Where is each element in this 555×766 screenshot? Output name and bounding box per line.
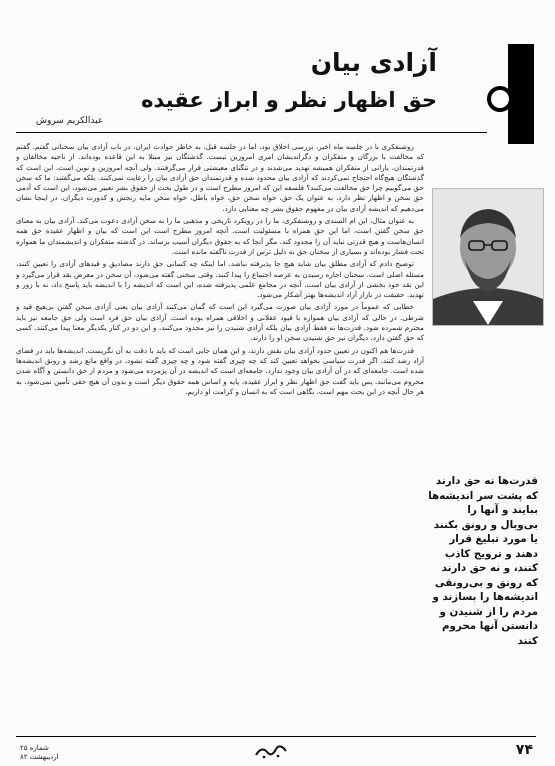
article-subtitle: حق اظهار نظر و ابراز عقیده bbox=[141, 88, 437, 112]
issue-number: شماره ۲۵ bbox=[20, 744, 49, 752]
section-marker-circle bbox=[487, 86, 513, 112]
body-paragraph: به عنوان مثال، ابن ام السندی و روشنفکری، ما را در رویکرد تاریخی و مذهبی ما را به سخن آزادی دعوت می‌کند. آزادی بیان به معنای حق سخن گفتن است، اما این حق همراه با مسئولیت است. آنچه امروز مطرح است این است که بیان و اظهار عقیده حق همه انسان‌هاست و هیچ قدرتی نباید آن را محدود کند، مگر آنجا که به حقوق دیگران آسیب برساند. در گذشته متفکران و اندیشمندان ما همواره تحت فشار بوده‌اند و بسیاری از سخنان حق به دلیل ترس از قدرت ناگفته مانده است. bbox=[16, 216, 424, 256]
header-rule bbox=[16, 132, 487, 133]
footer-rule bbox=[16, 736, 536, 737]
magazine-logo-icon bbox=[252, 743, 290, 759]
body-paragraph: قدرت‌ها هم اکنون در تعیین حدود آزادی بیان نقش دارند، و این همان جایی است که باید با دقت به آن نگریست. اندیشه‌ها باید در فضای آزاد رشد کنند. اگر قدرت سیاسی بخواهد تعیین کند که چه چیزی گفته شود و چه چیزی گفته نشود، در واقع مانع رشد و رونق اندیشه‌ها شده است. جامعه‌ای که در آن آزادی بیان وجود ندارد، جامعه‌ای است که اندیشه در آن پژمرده می‌شود و مردم از حق دانستن و آگاه شدن محروم می‌مانند. پس باید گفت حق اظهار نظر و ابراز عقیده، پایه و اساس همه حقوق دیگر است و بدون آن هیچ حقی تأمین نمی‌شود. به هر حال آنچه در این بحث مهم است، نگاهی است که به انسان و کرامت او داریم. bbox=[16, 345, 424, 396]
article-title: آزادی بیان bbox=[310, 48, 437, 77]
page-number: ۷۴ bbox=[515, 742, 533, 758]
body-paragraph: توضیح دادم که آزادی مطلق بیان شاید هیچ جا پذیرفته نباشد. اما اینکه چه کسانی حق دارند مصادیق و قیدهای آزادی را تعیین کنند، مسئله اصلی است. سخنان اجازه رسیدن به عرصه اجتماع را پیدا کنند. وقتی سخنی گفته می‌شود، آن سخن در معرض نقد قرار می‌گیرد و این نقد خود بخشی از آزادی بیان است. آنچه در مجامع علمی پذیرفته شده، این است که اندیشه را با اندیشه باید پاسخ داد، نه با زور و تهدید. حقیقت در بازار آزاد اندیشه‌ها بهتر آشکار می‌شود. bbox=[16, 259, 424, 300]
body-paragraph: روشنفکری با در جلسه ماه اخیر، بررسی اخلاق بود، اما در جلسه قبل، به خاطر حوادث ایران، در باب آزادی بیان سخنانی گفتم. گفتم که مخالفت با بزرگان و متفکران و دگراندیشان امری امروزین نیست. گذشتگان نیز مبتلا به این قاعده بوده‌اند. از ناحیه مخالفان و قدرتمندان، یارانی از متفکران همیشه تهدید می‌شدند و در تنگنای معیشتی قرار می‌گرفتند. ولی آنچه امروزین و نوین است، این است که گذشتگان هیچ‌گاه احتجاج نمی‌کردند که آزادی بیان محدود شده و قدرتمندان حق آزادی بیان را رعایت نمی‌کنند. بلکه می‌گفتند: ما که سخن حق می‌گوییم چرا حق مخالفت می‌کنند؟ فلسفه این که امروز مطرح است و در طول بحث از حقوق بشر تعبیر می‌شود، این است که آدمی حق سخن و اظهار نظر دارد، به عنوان یک حق، خواه سخن حق، خواه باطل، خواه سخن مایه رنجش و کدورت دیگران. در اینجا نشان می‌دهیم که اندیشه آزادی بیان در مفهوم حقوق بشر چه معنایی دارد. bbox=[16, 142, 424, 213]
issue-info bbox=[20, 744, 59, 762]
pull-quote: قدرت‌ها نه حق دارند که پشت سر اندیشه‌ها ببایند و آنها را بی‌وبال و رونق بکنند یا مورد تبلیغ قرار دهند و ترویج کاذب کنند، و نه حق دارند که رونق و بی‌رونقی اندیشه‌ها را بسازند و مردم را از شنیدن و دانستن آنها محروم کنند bbox=[428, 475, 538, 647]
author-photo bbox=[432, 188, 544, 326]
issue-date: اردیبهشت ۸۲ bbox=[20, 753, 59, 761]
article-body bbox=[16, 142, 424, 732]
body-paragraph: خطایی که عموماً در مورد آزادی بیان صورت می‌گیرد این است که گمان می‌کنند آزادی بیان یعنی آزادی سخن گفتن بی‌هیچ قید و شرطی. در حالی که آزادی بیان همواره با قیود عقلانی و اخلاقی همراه بوده است. آزادی بیان حق فرد است ولی حق جامعه نیز باید محترم شمرده شود. قدرت‌ها نه فقط آزادی بیان بلکه آزادی شنیدن را نیز محدود می‌کنند، و این دو در کنار یکدیگر معنا پیدا می‌کنند. کسی که حق گفتن دارد، دیگران نیز حق شنیدن سخن او را دارند. bbox=[16, 302, 424, 343]
article-author: عبدالکریم سروش bbox=[36, 116, 104, 126]
